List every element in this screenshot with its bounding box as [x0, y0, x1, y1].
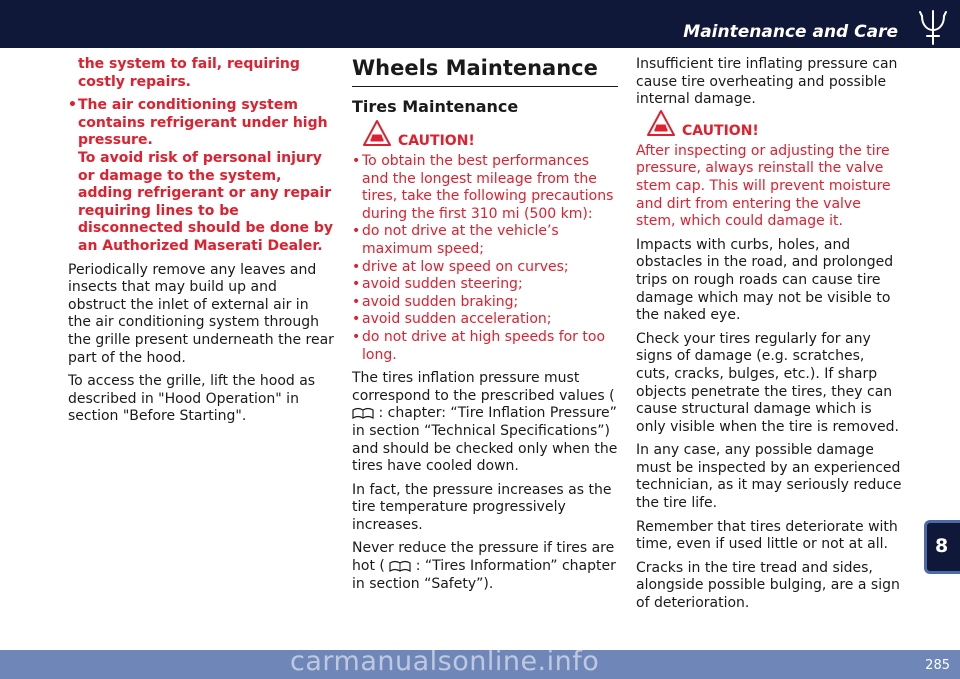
- warning-item-text-b: To avoid risk of personal injury or damage to the system, adding refrigerant or any repair requiring lines to be disconnected should be done by an Authorized Maserati Dealer.: [78, 149, 333, 254]
- chapter-tab-number: 8: [935, 535, 949, 557]
- column-left: [68, 56, 334, 432]
- column-right: [636, 56, 902, 619]
- trident-logo-icon: [918, 10, 948, 46]
- paragraph-cracks: Cracks in the tire tread and sides, alongside possible bulging, are a sign of deterioration.: [636, 559, 900, 612]
- paragraph-text: : chapter: “Tire Inflation Pressure” in section “Technical Specifications”) and should be checked only when the tires have cooled down.: [352, 405, 618, 475]
- book-reference-icon: [352, 407, 374, 419]
- caution-item: • avoid sudden braking;: [352, 294, 618, 312]
- paragraph-grille-cleaning: Periodically remove any leaves and insects that may build up and obstruct the inlet of external air in the air conditioning system through the grille present underneath the rear part of the hood.: [68, 261, 334, 366]
- caution-car-icon: [362, 119, 392, 147]
- watermark: carmanualsonline.info: [290, 646, 600, 677]
- page-number: 285: [925, 658, 950, 673]
- paragraph-inflation-pressure: [352, 370, 618, 476]
- book-reference-icon: [389, 560, 411, 572]
- paragraph-hot-tires: [352, 540, 618, 593]
- paragraph-check-tires: Check your tires regularly for any signs of damage (e.g. scratches, cuts, cracks, bulges, etc.). If sharp objects penetrate the tires, they can cause structural damage which is only visible when the tire is removed.: [636, 330, 899, 435]
- caution-item: • avoid sudden acceleration;: [352, 311, 618, 329]
- caution-car-icon: [646, 109, 676, 137]
- paragraph-inspection: In any case, any possible damage must be inspected by an experienced technician, as it may seriously reduce the tire life.: [636, 442, 902, 512]
- paragraph-text: : “Tires Information” chapter in section “Safety”).: [352, 558, 616, 592]
- paragraph-text: Never reduce the pressure if tires are hot (: [352, 540, 615, 575]
- paragraph-pressure-increase: In fact, the pressure increases as the tire temperature progressively increases.: [352, 481, 612, 533]
- subsection-title: Tires Maintenance: [352, 97, 519, 116]
- chapter-tab: [924, 520, 960, 574]
- warning-item-text-a: The air conditioning system contains refrigerant under high pressure.: [78, 97, 328, 149]
- caution-label: CAUTION!: [398, 133, 475, 149]
- warning-item: [68, 97, 334, 255]
- caution-heading: [352, 125, 618, 151]
- caution-item: • To obtain the best performances and the longest mileage from the tires, take the following precautions during the first 310 mi (500 km):: [352, 153, 618, 223]
- paragraph-deterioration: Remember that tires deteriorate with time, even if used little or not at all.: [636, 518, 898, 553]
- chapter-title: Maintenance and Care: [683, 22, 898, 42]
- paragraph-underinflation: Insufficient tire inflating pressure can cause tire overheating and possible internal damage.: [636, 56, 898, 108]
- column-middle: [352, 56, 618, 599]
- caution-item: • drive at low speed on curves;: [352, 259, 618, 277]
- caution-item: • do not drive at the vehicle’s maximum speed;: [352, 223, 618, 258]
- caution-heading: [636, 115, 902, 141]
- page-header: [0, 0, 960, 48]
- caution-list: [352, 153, 618, 364]
- paragraph-grille-access: To access the grille, lift the hood as described in "Hood Operation" in section "Before Starting".: [68, 373, 316, 425]
- paragraph-text: The tires inflation pressure must correspond to the prescribed values (: [352, 370, 615, 404]
- caution-item: • avoid sudden steering;: [352, 276, 618, 294]
- paragraph-impacts: Impacts with curbs, holes, and obstacles in the road, and prolonged trips on rough roads can cause tire damage which may not be visible to the naked eye.: [636, 236, 894, 324]
- warning-continuation: the system to fail, requiring costly repairs.: [78, 56, 300, 90]
- warning-list: [68, 97, 334, 255]
- caution-label: CAUTION!: [682, 122, 759, 139]
- caution-text: After inspecting or adjusting the tire pressure, always reinstall the valve stem cap. This will prevent moisture and dirt from entering the valve stem, which could damage it.: [636, 142, 891, 230]
- section-title: Wheels Maintenance: [352, 56, 618, 87]
- caution-item: • do not drive at high speeds for too long.: [352, 329, 618, 364]
